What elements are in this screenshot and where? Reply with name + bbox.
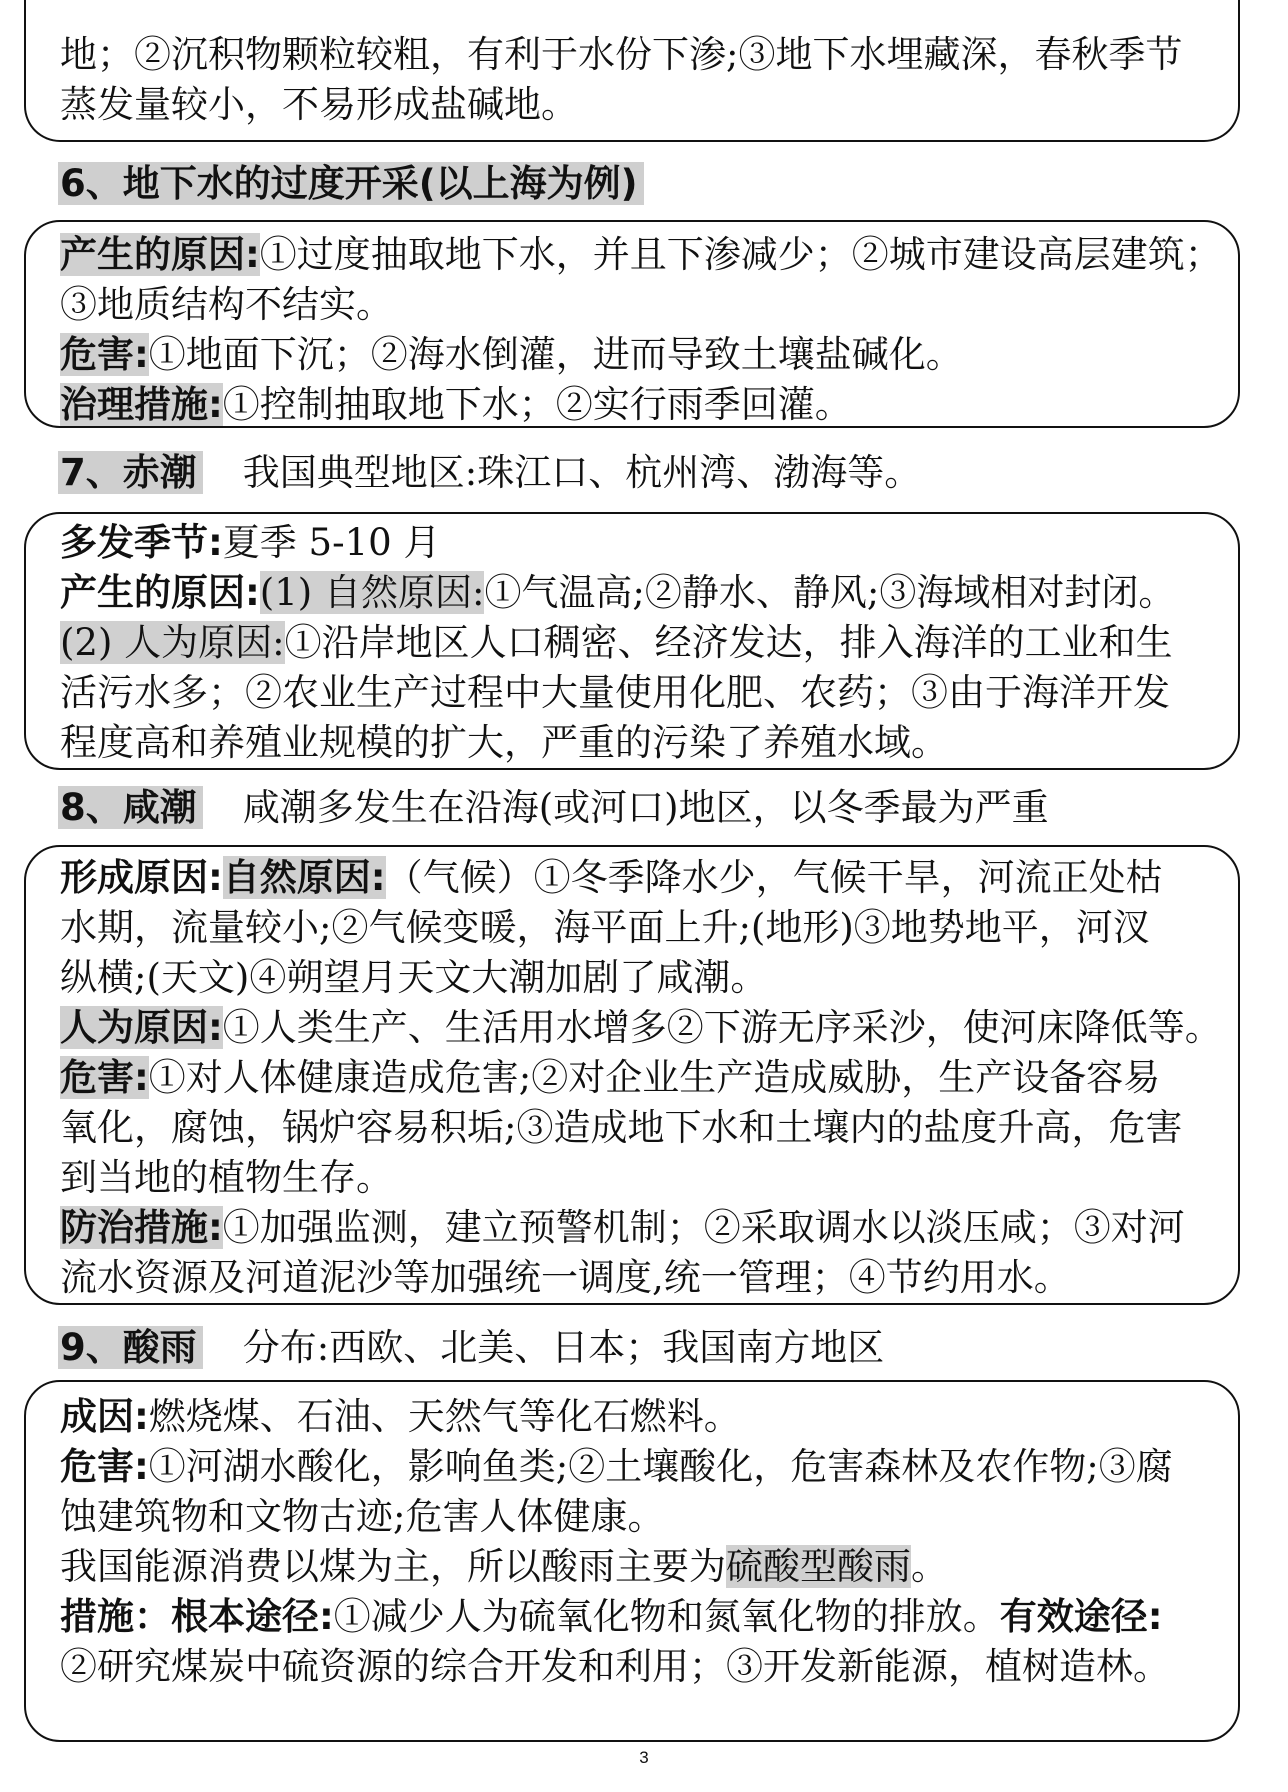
s8-prevent-label: 防治措施:	[60, 1206, 223, 1249]
s7-natural-label: (1) 自然原因:	[259, 571, 485, 614]
section-7-heading	[58, 447, 921, 499]
section-8-heading	[58, 782, 1049, 834]
s6-harm-text: ①地面下沉；②海水倒灌，进而导致土壤盐碱化。	[148, 333, 963, 376]
s7-human-label: (2) 人为原因:	[60, 621, 285, 664]
s8-natural-text: （气候）①冬季降水少，气候干旱，河流正处枯	[385, 856, 1163, 899]
s8-harm-text-2: 氧化，腐蚀，锅炉容易积垢;③造成地下水和土壤内的盐度升高，危害	[60, 1106, 1183, 1149]
s7-season-label: 多发季节:	[60, 521, 223, 564]
s7-human-text-2: 活污水多；②农业生产过程中大量使用化肥、农药；③由于海洋开发	[60, 671, 1170, 714]
s8-human-label: 人为原因:	[60, 1006, 223, 1049]
s6-cause-text: ①过度抽取地下水，并且下渗减少；②城市建设高层建筑；	[259, 233, 1222, 276]
section-6-title: 6、地下水的过度开采(以上海为例)	[58, 162, 644, 205]
s8-natural-text-3: 纵横;(天文)④朔望月天文大潮加剧了咸潮。	[60, 956, 768, 999]
s8-harm-text: ①对人体健康造成危害;②对企业生产造成威胁，生产设备容易	[148, 1056, 1161, 1099]
section-6-box	[24, 220, 1240, 428]
section-7-desc: 我国典型地区:珠江口、杭州湾、渤海等。	[242, 451, 922, 494]
intro-line-2: 蒸发量较小，不易形成盐碱地。	[60, 83, 578, 126]
s7-human-text: ①沿岸地区人口稠密、经济发达，排入海洋的工业和生	[284, 621, 1173, 664]
s9-measure-label: 措施：	[60, 1595, 171, 1638]
section-9-heading	[58, 1322, 884, 1374]
s9-root-text: ①减少人为硫氧化物和氮氧化物的排放。	[333, 1595, 1000, 1638]
section-9-title: 9、酸雨	[58, 1326, 203, 1369]
s8-natural-label: 自然原因:	[222, 856, 386, 899]
s8-prevent-text-2: 流水资源及河道泥沙等加强统一调度,统一管理；④节约用水。	[60, 1256, 1071, 1299]
s8-form-label: 形成原因:	[60, 856, 223, 899]
section-6-heading	[58, 158, 644, 210]
s8-prevent-text: ①加强监测，建立预警机制；②采取调水以淡压咸；③对河	[222, 1206, 1185, 1249]
s8-natural-text-2: 水期，流量较小;②气候变暖，海平面上升;(地形)③地势地平，河汊	[60, 906, 1150, 949]
section-7-title: 7、赤潮	[58, 451, 203, 494]
s9-energy-highlight: 硫酸型酸雨	[726, 1545, 911, 1588]
s9-cause-label: 成因:	[60, 1395, 149, 1438]
s7-season-text: 夏季 5-10 月	[222, 521, 441, 564]
s9-effective-text: ②研究煤炭中硫资源的综合开发和利用；③开发新能源，植树造林。	[60, 1645, 1170, 1688]
section-8-desc: 咸潮多发生在沿海(或河口)地区，以冬季最为严重	[242, 786, 1049, 829]
s6-harm-label: 危害:	[60, 333, 149, 376]
s6-measure-label: 治理措施:	[60, 383, 223, 426]
section-9-desc: 分布:西欧、北美、日本；我国南方地区	[242, 1326, 885, 1369]
s8-harm-label: 危害:	[60, 1056, 149, 1099]
page-number: 3	[639, 1748, 649, 1767]
intro-box	[24, 0, 1240, 142]
s9-cause-text: 燃烧煤、石油、天然气等化石燃料。	[148, 1395, 741, 1438]
s6-cause-text-2: ③地质结构不结实。	[60, 283, 393, 326]
s9-energy-end: 。	[911, 1545, 948, 1588]
s9-effective-label: 有效途径:	[999, 1595, 1163, 1638]
s9-harm-text: ①河湖水酸化，影响鱼类;②土壤酸化，危害森林及农作物;③腐	[148, 1445, 1173, 1488]
s7-natural-text: ①气温高;②静水、静风;③海域相对封闭。	[484, 571, 1176, 614]
s7-cause-label: 产生的原因:	[60, 571, 260, 614]
section-9-box	[24, 1380, 1240, 1742]
section-8-title: 8、咸潮	[58, 786, 203, 829]
section-8-box	[24, 845, 1240, 1305]
s8-human-text: ①人类生产、生活用水增多②下游无序采沙，使河床降低等。	[222, 1006, 1222, 1049]
s6-cause-label: 产生的原因:	[60, 233, 260, 276]
intro-line-1: 地；②沉积物颗粒较粗，有利于水份下渗;③地下水埋藏深，春秋季节	[60, 33, 1183, 76]
s9-root-label: 根本途径:	[171, 1595, 334, 1638]
s6-measure-text: ①控制抽取地下水；②实行雨季回灌。	[222, 383, 852, 426]
s8-harm-text-3: 到当地的植物生存。	[60, 1156, 393, 1199]
s9-energy-text: 我国能源消费以煤为主，所以酸雨主要为	[60, 1545, 726, 1588]
section-7-box	[24, 512, 1240, 770]
s9-harm-text-2: 蚀建筑物和文物古迹;危害人体健康。	[60, 1495, 665, 1538]
s7-human-text-3: 程度高和养殖业规模的扩大，严重的污染了养殖水域。	[60, 721, 948, 764]
s9-harm-label: 危害:	[60, 1445, 149, 1488]
